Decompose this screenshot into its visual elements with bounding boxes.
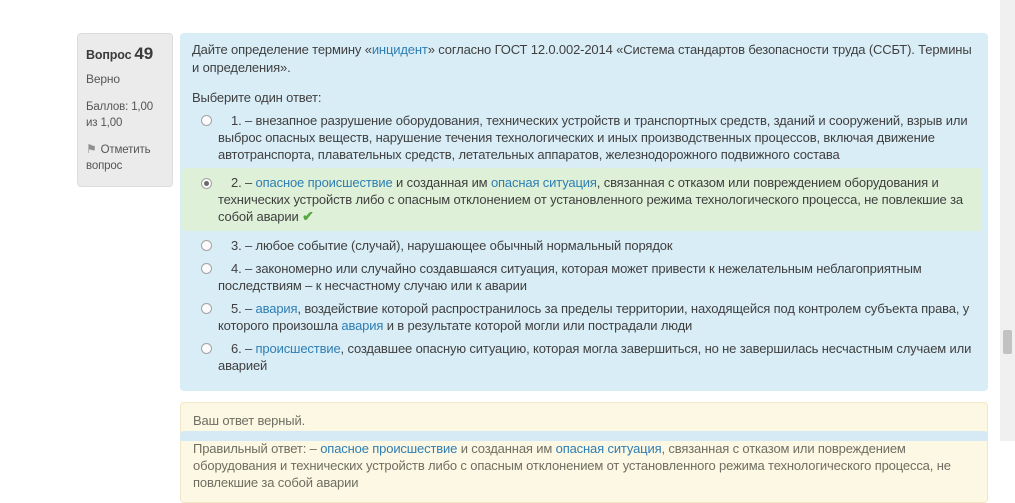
- text-segment: Правильный ответ: –: [193, 441, 321, 456]
- answer-option[interactable]: [192, 111, 976, 164]
- flag-question-label: Отметить вопрос: [86, 143, 151, 172]
- radio-button[interactable]: [201, 343, 212, 354]
- text-segment: 3. – любое событие (случай), нарушающее обычный нормальный порядок: [231, 238, 673, 253]
- answer-option[interactable]: [182, 168, 982, 231]
- correct-checkmark-icon: ✔: [302, 208, 314, 224]
- answer-prompt: Выберите один ответ:: [192, 90, 322, 105]
- next-question-box-edge: [180, 431, 988, 441]
- question-info-panel: [77, 33, 173, 187]
- radio-button-selected[interactable]: [201, 178, 212, 189]
- text-segment: 5. –: [231, 301, 256, 316]
- option-text: [218, 340, 976, 374]
- radio-button[interactable]: [201, 263, 212, 274]
- question-number: [86, 42, 164, 66]
- radio-button[interactable]: [201, 303, 212, 314]
- feedback-box: [180, 402, 988, 503]
- glossary-link[interactable]: авария: [341, 318, 384, 333]
- option-text: [218, 260, 976, 294]
- radio-button[interactable]: [201, 240, 212, 251]
- question-state-badge: Верно: [86, 71, 120, 86]
- option-text: [218, 300, 976, 334]
- text-segment: , воздействие которой распространилось за пределы территории, находящейся под контролем субъекта права, у которого произошла: [218, 301, 970, 333]
- feedback-verdict: Ваш ответ верный.: [193, 413, 306, 428]
- text-segment: и в результате которой могли или пострадали люди: [383, 318, 693, 333]
- scrollbar-track[interactable]: [1000, 0, 1015, 441]
- flag-question-link[interactable]: [86, 141, 164, 174]
- text-segment: 2. –: [231, 175, 256, 190]
- answer-option[interactable]: [192, 236, 976, 255]
- correct-answer-text: [193, 440, 975, 491]
- answer-option[interactable]: [192, 299, 976, 335]
- glossary-link[interactable]: авария: [255, 301, 298, 316]
- glossary-link[interactable]: опасное происшествие: [320, 441, 458, 456]
- glossary-link[interactable]: опасная ситуация: [490, 175, 597, 190]
- text-segment: 4. – закономерно или случайно создавшаяся ситуация, которая может привести к нежелательным неблагоприятным последствиям – к несчастному случаю или к аварии: [218, 261, 922, 293]
- scrollbar-thumb[interactable]: [1003, 330, 1012, 354]
- answer-option[interactable]: [192, 259, 976, 295]
- glossary-link[interactable]: инцидент: [371, 42, 428, 57]
- text-segment: Дайте определение термину «: [192, 42, 372, 57]
- text-segment: , связанная с отказом или повреждением оборудования и технических устройств либо с опасным отклонением от установленного режима технологического процесса, не повлекшие за собой аварии: [193, 441, 951, 490]
- text-segment: 6. –: [231, 341, 256, 356]
- text-segment: и созданная им: [392, 175, 491, 190]
- radio-button[interactable]: [201, 115, 212, 126]
- flag-icon: ⚑: [86, 141, 97, 156]
- option-text: [218, 112, 976, 163]
- answer-options-list: [192, 111, 976, 375]
- option-text: [218, 237, 976, 254]
- option-text: [218, 174, 976, 225]
- question-number-value: 49: [134, 44, 154, 63]
- text-segment: » согласно ГОСТ 12.0.002-2014 «Система стандартов безопасности труда (ССБТ). Термины и определения».: [192, 42, 972, 75]
- question-formulation: [180, 33, 988, 391]
- glossary-link[interactable]: опасное происшествие: [255, 175, 393, 190]
- question-text: [192, 41, 976, 77]
- glossary-link[interactable]: происшествие: [255, 341, 341, 356]
- question-grade: Баллов: 1,00 из 1,00: [86, 100, 153, 129]
- glossary-link[interactable]: опасная ситуация: [555, 441, 662, 456]
- text-segment: , создавшее опасную ситуацию, которая могла завершиться, но не завершилась несчастным случаем или аварией: [218, 341, 972, 373]
- text-segment: 1. – внезапное разрушение оборудования, технических устройств и транспортных средств, зданий и сооружений, взрыв или выброс опасных веществ, нарушение течения технологических и иных производственных процессов, включая движение автотранспорта, плавательных средств, летательных аппаратов, железнодорожного подвижного состава: [218, 113, 968, 162]
- answer-option[interactable]: [192, 339, 976, 375]
- text-segment: и созданная им: [457, 441, 556, 456]
- question-number-label: Вопрос: [86, 48, 132, 62]
- text-segment: , связанная с отказом или повреждением оборудования и технических устройств либо с опасным отклонением от установленного режима технологического процесса, не повлекшие за собой аварии: [218, 175, 963, 224]
